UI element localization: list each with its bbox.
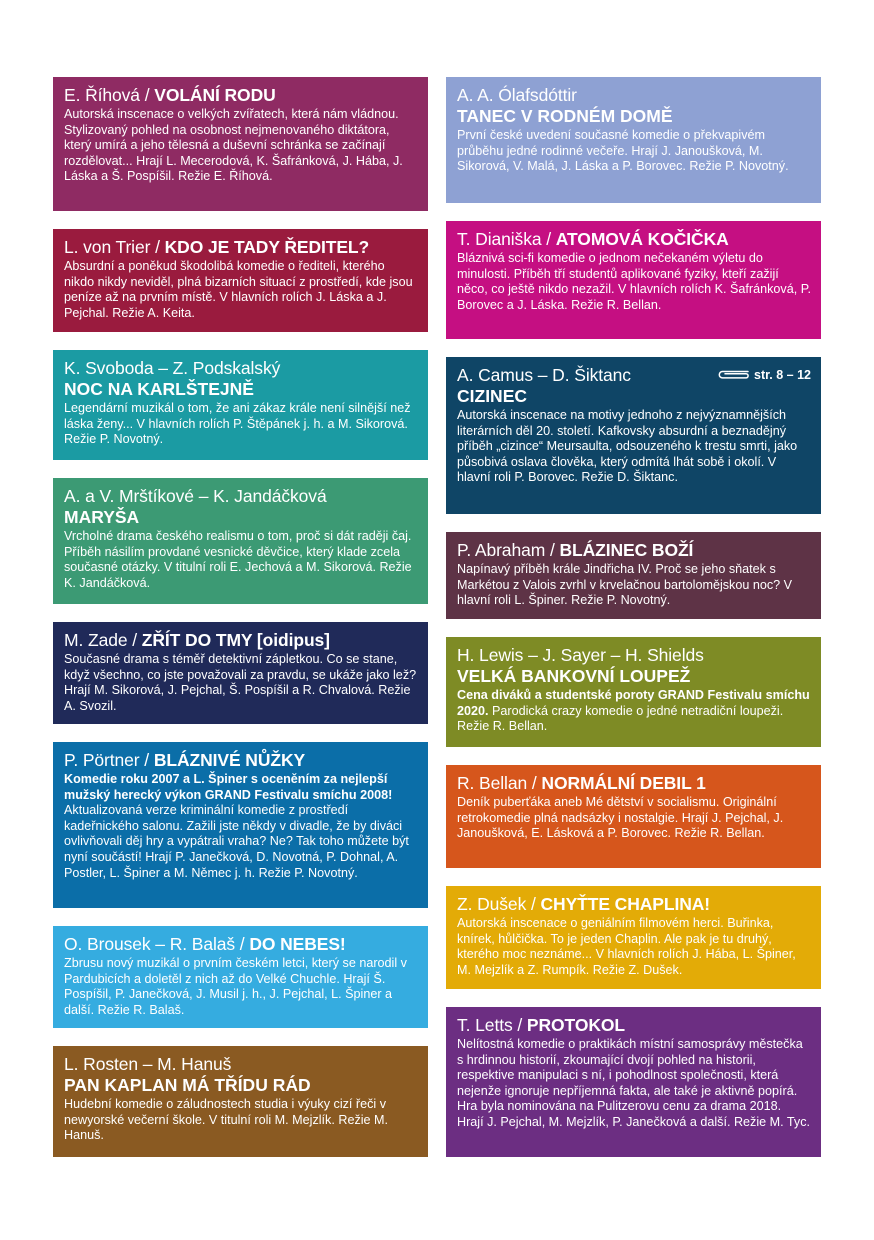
show-title: BLÁZINEC BOŽÍ xyxy=(559,540,694,560)
show-card-chytte-chaplina xyxy=(446,886,821,989)
show-card-noc-na-karlstejne xyxy=(53,350,428,460)
author: A. Camus – D. Šiktanc xyxy=(457,365,631,385)
show-card-blazinec-bozi xyxy=(446,532,821,619)
description: Autorská inscenace na motivy jednoho z nejvýznamnějších literárních děl 20. století. Kafkovsky absurdní a beznadějný příběh „cizince“ Meursaulta, odsouzeného k trestu smrti, jako působivá oslava člověka, který odmítá lhát sobě i okolí. V hlavní roli P. Borovec. Režie D. Šiktanc. xyxy=(457,408,798,485)
show-title: KDO JE TADY ŘEDITEL? xyxy=(164,237,370,257)
card-header: P. Pörtner / BLÁZNIVÉ NŮŽKY xyxy=(64,750,306,770)
author: A. a V. Mrštíkové – K. Jandáčková xyxy=(64,486,327,506)
show-title: VELKÁ BANKOVNÍ LOUPEŽ xyxy=(457,666,691,686)
page-reference[interactable] xyxy=(716,368,811,383)
description: Současné drama s téměř detektivní zápletkou. Co se stane, když všechno, co jste považovali za pravdu, se ukáže jako lež? Hrají M. Sikorová, J. Pejchal, Š. Pospíšil a R. Chvalová. Režie A. Svozil. xyxy=(64,652,417,713)
card-header: M. Zade / ZŘÍT DO TMY [oidipus] xyxy=(64,630,330,650)
show-title: NORMÁLNÍ DEBIL 1 xyxy=(541,773,706,793)
author: E. Říhová xyxy=(64,85,140,105)
author: A. A. Ólafsdóttir xyxy=(457,85,577,105)
show-card-zrit-do-tmy xyxy=(53,622,428,724)
show-card-normalni-debil xyxy=(446,765,821,868)
show-card-volani-rodu xyxy=(53,77,428,211)
show-title: PROTOKOL xyxy=(526,1015,625,1035)
show-title: VOLÁNÍ RODU xyxy=(154,85,276,105)
show-title: MARYŠA xyxy=(64,507,140,527)
description: Deník puberťáka aneb Mé dětství v socialismu. Originální retrokomedie plná nadsázky i nostalgie. Hrají J. Pejchal, J. Janoušková, E. Lásková a P. Borovec. Režie R. Bellan. xyxy=(457,795,784,841)
card-header: T. Letts / PROTOKOL xyxy=(457,1015,625,1035)
award-note: Cena diváků a studentské poroty GRAND Festivalu smíchu 2020. xyxy=(457,688,810,718)
card-header: T. Dianiška / ATOMOVÁ KOČIČKA xyxy=(457,229,729,249)
author: M. Zade xyxy=(64,630,128,650)
show-title: CIZINEC xyxy=(457,386,527,406)
description: Absurdní a poněkud škodolibá komedie o řediteli, kterého nikdo nikdy neviděl, plná bizarních situací z prostředí, kde jsou peníze až na prvním místě. V hlavních rolích J. Láska a J. Pejchal. Režie A. Keita. xyxy=(64,259,413,320)
author: O. Brousek – R. Balaš xyxy=(64,934,236,954)
paperclip-icon xyxy=(716,368,750,383)
show-title: TANEC V RODNÉM DOMĚ xyxy=(457,106,673,126)
author: L. von Trier xyxy=(64,237,151,257)
author: P. Abraham xyxy=(457,540,546,560)
show-title: PAN KAPLAN MÁ TŘÍDU RÁD xyxy=(64,1075,311,1095)
author: K. Svoboda – Z. Podskalský xyxy=(64,358,281,378)
card-header: P. Abraham / BLÁZINEC BOŽÍ xyxy=(457,540,694,560)
show-title: ZŘÍT DO TMY [oidipus] xyxy=(141,630,330,650)
page-reference-label: str. 8 – 12 xyxy=(754,368,811,382)
show-title: BLÁZNIVÉ NŮŽKY xyxy=(153,750,306,770)
award-note: Komedie roku 2007 a L. Špiner s oceněním za nejlepší mužský herecký výkon GRAND Festivalu smíchu 2008! xyxy=(64,772,393,802)
description: Autorská inscenace o geniálním filmovém herci. Buřinka, knírek, hůlčička. To je jeden Chaplin. Ale pak je tu druhý, kterého moc neznáme... V hlavních rolích J. Hába, L. Špiner, M. Mejzlík a Z. Rumpík. Režie Z. Dušek. xyxy=(457,916,796,977)
show-title: NOC NA KARLŠTEJNĚ xyxy=(64,379,254,399)
description: Bláznivá sci-fi komedie o jednom nečekaném výletu do minulosti. Příběh tří studentů aplikované fyziky, kteří zažijí něco, co ještě nikdo nezažil. V hlavních rolích K. Šafránková, P. Borovec a J. Láska. Režie R. Bellan. xyxy=(457,251,811,312)
show-card-protokol xyxy=(446,1007,821,1157)
show-card-blaznive-nuzky xyxy=(53,742,428,908)
description: Cena diváků a studentské poroty GRAND Festivalu smíchu 2020. Parodická crazy komedie o jedné netradiční loupeži. Režie R. Bellan. xyxy=(457,688,810,734)
card-header: Z. Dušek / CHYŤTE CHAPLINA! xyxy=(457,894,711,914)
description: Komedie roku 2007 a L. Špiner s oceněním za nejlepší mužský herecký výkon GRAND Festivalu smíchu 2008! Aktualizovaná verze kriminální komedie z prostředí kadeřnického salonu. Zažili jste někdy v divadle, že by diváci ovlivňovali děj hry a vypátrali vraha? Ne? Tak toho můžete být nyní součástí! Hrají P. Janečková, D. Novotná, P. Dohnal, A. Postler, L. Špiner a M. Němec j. h. Režie P. Novotný. xyxy=(64,772,409,880)
author: L. Rosten – M. Hanuš xyxy=(64,1054,232,1074)
card-header: E. Říhová / VOLÁNÍ RODU xyxy=(64,85,276,105)
card-header: R. Bellan / NORMÁLNÍ DEBIL 1 xyxy=(457,773,706,793)
description: Legendární muzikál o tom, že ani zákaz krále není silnější než láska ženy... V hlavních rolích P. Štěpánek j. h. a M. Sikorová. Režie P. Novotný. xyxy=(64,401,411,447)
author: R. Bellan xyxy=(457,773,528,793)
show-card-tanec-v-rodnem-dome xyxy=(446,77,821,203)
show-card-kdo-je-tady-reditel xyxy=(53,229,428,332)
description: Hudební komedie o záludnostech studia i výuky cizí řeči v newyorské večerní škole. V titulní roli M. Mejzlík. Režie M. Hanuš. xyxy=(64,1097,389,1143)
author: T. Letts xyxy=(457,1015,513,1035)
card-header: O. Brousek – R. Balaš / DO NEBES! xyxy=(64,934,346,954)
author: P. Pörtner xyxy=(64,750,140,770)
show-card-velka-bankovni-loupez xyxy=(446,637,821,747)
description: Napínavý příběh krále Jindřicha IV. Proč se jeho sňatek s Markétou z Valois zvrhl v krvelačnou bartolomějskou noc? V hlavní roli L. Špiner. Režie P. Novotný. xyxy=(457,562,793,608)
show-card-marysa xyxy=(53,478,428,604)
show-card-atomova-kocicka xyxy=(446,221,821,339)
show-title: CHYŤTE CHAPLINA! xyxy=(540,894,711,914)
description: Zbrusu nový muzikál o prvním českém letci, který se narodil v Pardubicích a doletěl z nich až do Velké Chuchle. Hrají Š. Pospíšil, P. Janečková, J. Musil j. h., J. Pejchal, L. Špiner a další. Režie R. Balaš. xyxy=(64,956,407,1017)
show-card-do-nebes xyxy=(53,926,428,1028)
author: H. Lewis – J. Sayer – H. Shields xyxy=(457,645,704,665)
show-title: DO NEBES! xyxy=(249,934,346,954)
card-header: L. von Trier / KDO JE TADY ŘEDITEL? xyxy=(64,237,370,257)
author: T. Dianiška xyxy=(457,229,542,249)
description: Nelítostná komedie o praktikách místní samosprávy městečka s hrdinnou historií, zkoumající dvojí pohled na historii, respektive manipulaci s ní, i pohodlnost společnosti, která nejenže ignoruje nepříjemná fakta, ale také je aktivně popírá. Hra byla nominována na Pulitzerovu cenu za drama 2018. Hrají J. Pejchal, M. Mejzlík, P. Janečková a další. Režie M. Tyc. xyxy=(457,1037,810,1129)
author: Z. Dušek xyxy=(457,894,527,914)
show-title: ATOMOVÁ KOČIČKA xyxy=(555,229,729,249)
show-card-pan-kaplan xyxy=(53,1046,428,1157)
description: První české uvedení současné komedie o překvapivém průběhu jedné rodinné večeře. Hrají J. Janoušková, M. Sikorová, V. Malá, J. Láska a P. Borovec. Režie P. Novotný. xyxy=(457,128,789,174)
show-card-cizinec xyxy=(446,357,821,514)
description: Autorská inscenace o velkých zvířatech, která nám vládnou. Stylizovaný pohled na osobnost nejmenovaného diktátora, který umírá a jeho tělesná a duševní schránka se začínají rozdělovat... Hrají L. Mecerodová, K. Šafránková, J. Hába, J. Láska a Š. Pospíšil. Režie E. Říhová. xyxy=(64,107,403,184)
description: Vrcholné drama českého realismu o tom, proč si dát raději čaj. Příběh násilím provdané vesnické děvčice, který klade zcela současné otázky. V titulní roli E. Jechová a M. Sikorová. Režie K. Jandáčková. xyxy=(64,529,412,590)
